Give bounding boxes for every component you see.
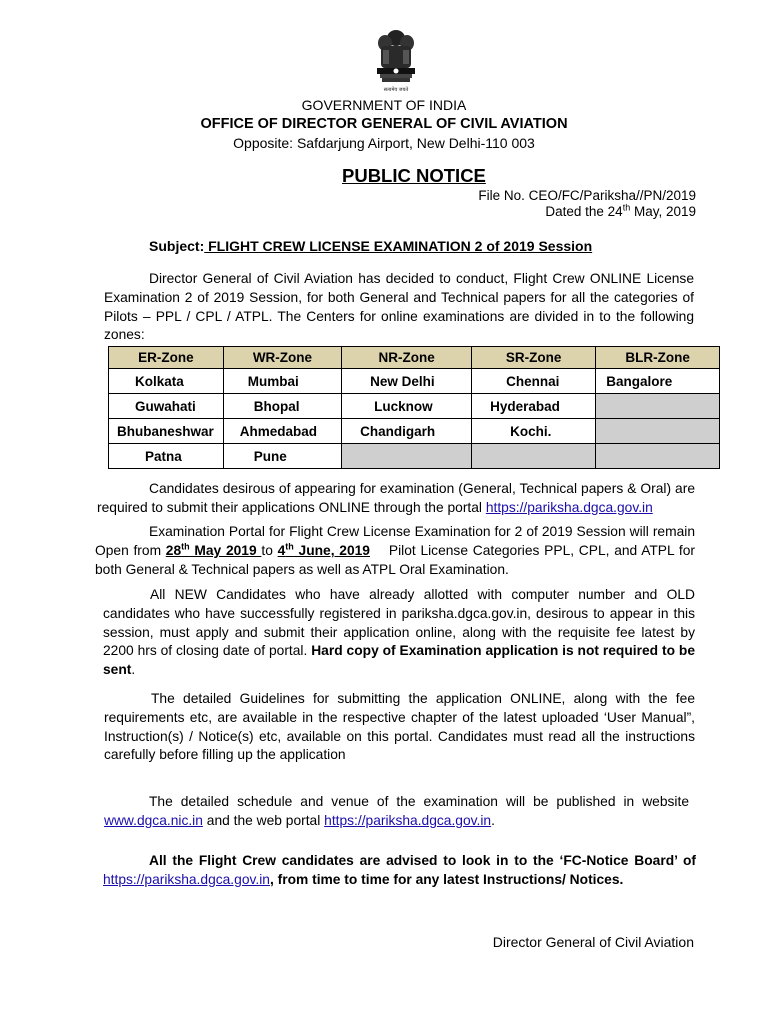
subject-line [149, 238, 592, 254]
portal-dates-paragraph: Examination Portal for Flight Crew License Examination for 2 of 2019 Session will remain Open from 28th May 2019 to 4th June, 2019 Pilot License Categories PPL, CPL, and ATPL for both General & Technical papers as well as ATPL Oral Examination. [95, 524, 699, 577]
guidelines-paragraph: The detailed Guidelines for submitting the application ONLINE, along with the fee requirements etc, are available in the respective chapter of the latest uploaded ‘User Manual”, Instruction(s) / Notice(s) etc, available on this portal. Candidates must read all the instructions carefully before filling up the application [104, 691, 695, 763]
zone-cell: Bhubaneshwar [109, 419, 224, 444]
signature-line: Director General of Civil Aviation [492, 934, 694, 950]
zone-header: WR-Zone [223, 347, 341, 369]
government-line: GOVERNMENT OF INDIA [301, 97, 467, 113]
zones-table [108, 346, 720, 469]
table-row [109, 419, 720, 444]
table-row [109, 444, 720, 469]
zone-cell-empty [596, 419, 720, 444]
notice-title: PUBLIC NOTICE [342, 165, 486, 186]
address-line: Opposite: Safdarjung Airport, New Delhi-110 003 [233, 135, 535, 151]
schedule-paragraph: The detailed schedule and venue of the examination will be published in website www.dgca.nic.in and the web portal https://pariksha.dgca.gov.in. [104, 794, 689, 828]
file-number: File No. CEO/FC/Pariksha//PN/2019 [478, 188, 696, 203]
zone-cell: Chennai [472, 369, 596, 394]
subject-label: Subject: [149, 238, 205, 254]
zone-cell: Pune [223, 444, 341, 469]
portal-link[interactable]: https://pariksha.dgca.gov.in [103, 871, 270, 887]
candidates-paragraph: All NEW Candidates who have already allotted with computer number and OLD candidates who have successfully registered in pariksha.dgca.gov.in, desirous to appear in this session, must apply and submit their application online, along with the requisite fee latest by 2200 hrs of closing date of portal. Hard copy of Examination application is not required to be sent. [103, 587, 695, 678]
portal-link[interactable]: https://pariksha.dgca.gov.in [324, 812, 492, 828]
table-row [109, 369, 720, 394]
zone-cell: Bhopal [223, 394, 341, 419]
dgca-website-link[interactable]: www.dgca.nic.in [104, 812, 203, 828]
zone-cell: Mumbai [223, 369, 341, 394]
table-row [109, 394, 720, 419]
zone-header: ER-Zone [109, 347, 224, 369]
zone-cell-empty [342, 444, 472, 469]
zone-cell: Patna [109, 444, 224, 469]
national-emblem-icon [372, 28, 420, 94]
zone-cell: Kolkata [109, 369, 224, 394]
zone-cell-empty [472, 444, 596, 469]
zone-cell: Bangalore [596, 369, 720, 394]
portal-link[interactable]: https://pariksha.dgca.gov.in [485, 499, 653, 515]
zone-cell: Guwahati [109, 394, 224, 419]
zone-cell-empty [596, 394, 720, 419]
office-line: OFFICE OF DIRECTOR GENERAL OF CIVIL AVIATION [200, 116, 568, 132]
zone-header: SR-Zone [472, 347, 596, 369]
subject-text: FLIGHT CREW LICENSE EXAMINATION 2 of 2019 Session [204, 238, 593, 254]
open-date: 28th May 2019 [165, 541, 262, 558]
notice-board-paragraph: All the Flight Crew candidates are advised to look in to the ‘FC-Notice Board’ of https://pariksha.dgca.gov.in, from time to time for any latest Instructions/ Notices. [103, 853, 696, 887]
zone-header: BLR-Zone [596, 347, 720, 369]
date-line: Dated the 24th May, 2019 [545, 202, 696, 219]
zone-cell: Chandigarh [342, 419, 472, 444]
zone-cell: Lucknow [342, 394, 472, 419]
submit-paragraph: Candidates desirous of appearing for examination (General, Technical papers & Oral) are required to submit their applications ONLINE through the portal https://pariksha.dgca.gov.in [97, 481, 695, 515]
close-date: 4th June, 2019 [277, 541, 370, 558]
zone-cell-empty [596, 444, 720, 469]
zone-cell: New Delhi [342, 369, 472, 394]
intro-paragraph: Director General of Civil Aviation has decided to conduct, Flight Crew ONLINE License Examination 2 of 2019 Session, for both General and Technical papers for all the categories of Pilots – PPL / CPL / ATPL. The Centers for online examinations are divided in to the following zones: [104, 271, 694, 343]
zone-header: NR-Zone [342, 347, 472, 369]
zone-cell: Ahmedabad [223, 419, 341, 444]
zones-header-row [109, 347, 720, 369]
zone-cell: Kochi. [472, 419, 596, 444]
hard-copy-note: Hard copy of Examination application is not required to be sent [103, 643, 695, 678]
zone-cell: Hyderabad [472, 394, 596, 419]
emblem-motto: सत्यमेव जयते [383, 87, 409, 93]
